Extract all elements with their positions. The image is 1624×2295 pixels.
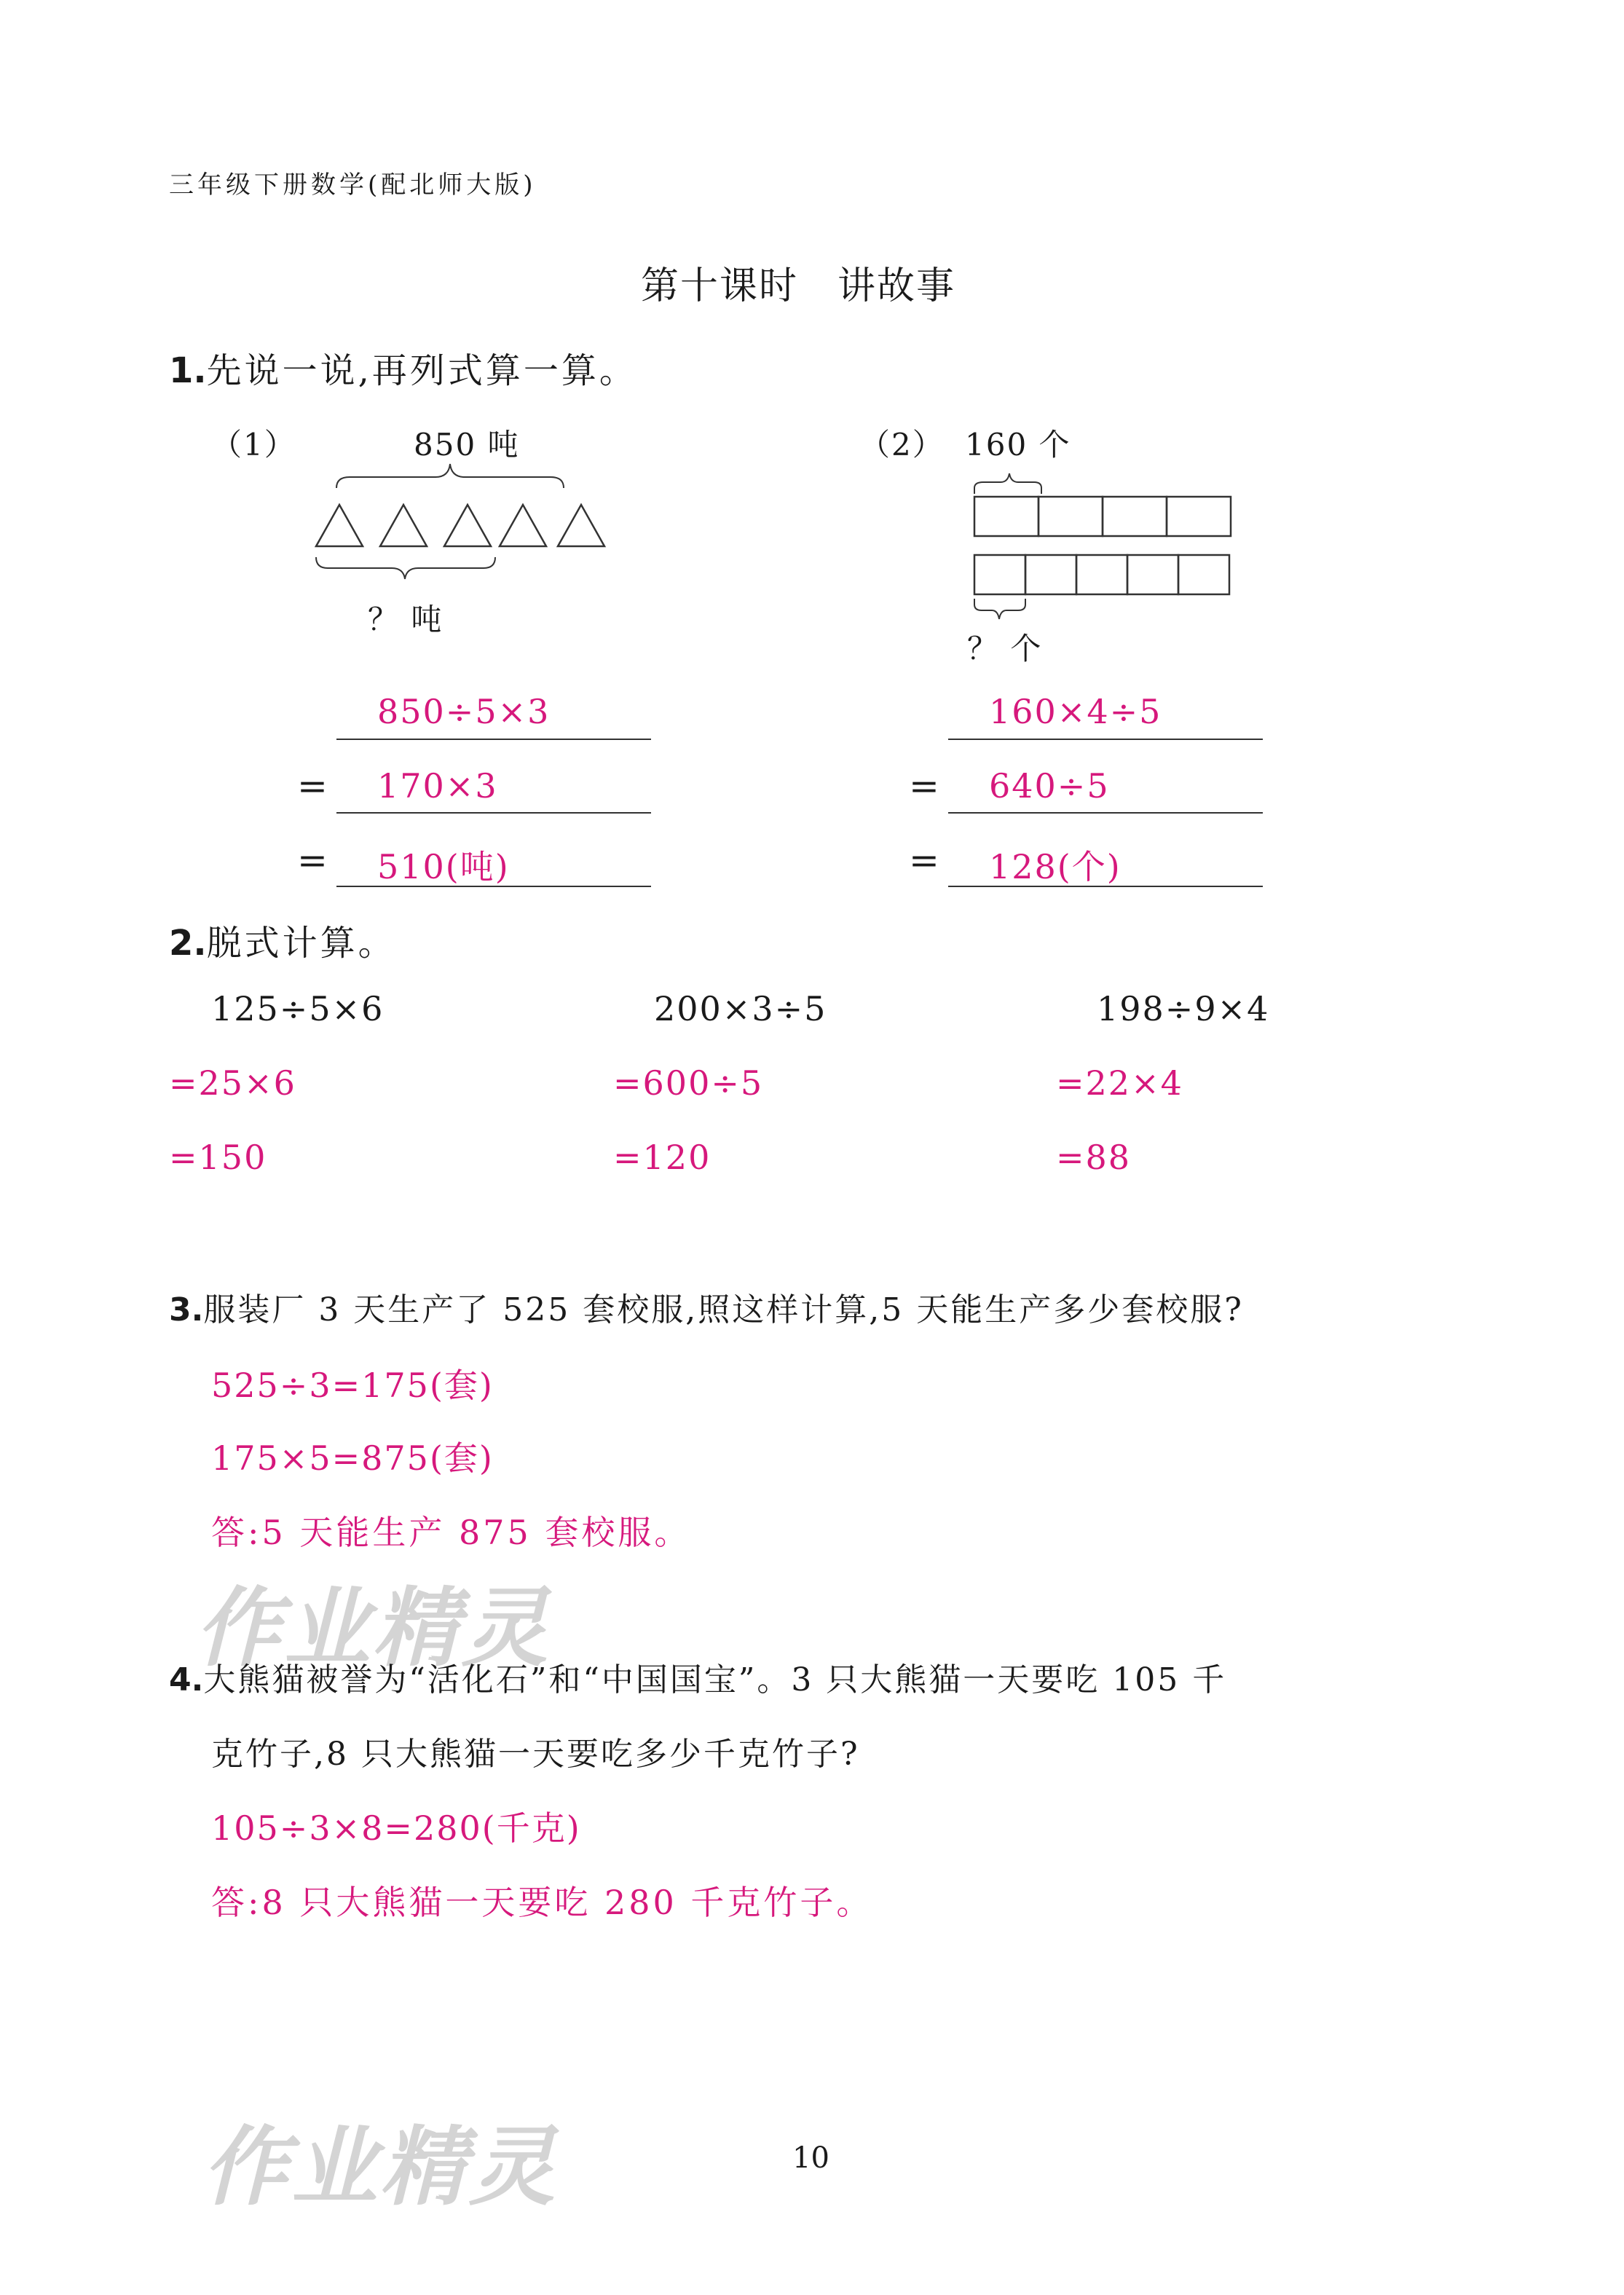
box-diagram (961, 465, 1238, 625)
expression-2-step-2: =120 (613, 1138, 712, 1177)
question-4-text-line-1: 大熊猫被誉为“活化石”和“中国国宝”。3 只大熊猫一天要吃 105 千 (203, 1661, 1227, 1698)
total-brace (336, 464, 564, 488)
part-1-unknown-label: ？ 吨 (368, 602, 444, 637)
watermark-bottom: 作业精灵 (202, 2117, 559, 2217)
question-3 (169, 1283, 1244, 1330)
book-header: 三年级下册数学(配北师大版) (169, 170, 537, 200)
box-top-2 (1038, 497, 1103, 536)
equals-sign: = (297, 765, 328, 807)
question-2-number: 2. (169, 923, 207, 964)
part-2-unknown-label: ？ 个 (967, 631, 1043, 666)
box-bottom-5 (1178, 555, 1229, 594)
answer-line (948, 812, 1263, 814)
question-3-number: 3. (169, 1291, 204, 1328)
box-top-1 (974, 497, 1038, 536)
lesson-title: 第十课时 讲故事 (641, 264, 956, 308)
question-3-text: 服装厂 3 天生产了 525 套校服,照这样计算,5 天能生产多少套校服? (203, 1291, 1244, 1328)
expression-1-step-2: =150 (169, 1138, 267, 1177)
answer-line (948, 886, 1263, 887)
box-top-3 (1103, 497, 1167, 536)
equals-sign: = (909, 765, 939, 807)
question-1 (169, 342, 637, 393)
part-2-label: （2） (859, 427, 945, 462)
question-4-number: 4. (169, 1661, 204, 1698)
part-brace (316, 557, 495, 579)
triangle-5 (558, 505, 604, 546)
answer-line (336, 739, 651, 740)
part-1-line-1: 850÷5×3 (377, 692, 551, 731)
triangle-diagram (306, 455, 612, 601)
question-1-text: 先说一说,再列式算一算。 (206, 350, 637, 391)
part-1-total-label: 850 吨 (414, 427, 520, 462)
question-4-answer-1: 105÷3×8=280(千克) (211, 1808, 581, 1848)
question-2 (169, 915, 396, 965)
triangle-2 (380, 505, 427, 546)
question-4-text-line-2: 克竹子,8 只大熊猫一天要吃多少千克竹子? (211, 1736, 860, 1773)
answer-line (948, 739, 1263, 740)
triangle-4 (500, 505, 546, 546)
triangle-1 (316, 505, 363, 546)
question-4 (169, 1653, 1226, 1700)
part-1-label: （1） (211, 427, 296, 462)
watermark-top: 作业精灵 (195, 1578, 551, 1678)
bottom-brace (974, 599, 1025, 619)
question-3-conclusion: 答:5 天能生产 875 套校服。 (211, 1513, 691, 1552)
expression-3-step-1: =22×4 (1056, 1063, 1183, 1103)
part-2-line-1: 160×4÷5 (989, 692, 1162, 731)
box-top-4 (1167, 497, 1231, 536)
box-bottom-3 (1076, 555, 1127, 594)
box-bottom-4 (1127, 555, 1178, 594)
box-bottom-2 (1025, 555, 1076, 594)
triangle-3 (444, 505, 491, 546)
part-1-line-2: 170×3 (377, 766, 498, 806)
expression-3-step-2: =88 (1056, 1138, 1132, 1177)
answer-line (336, 886, 651, 887)
expression-2: 200×3÷5 (654, 989, 827, 1028)
question-4-conclusion: 答:8 只大熊猫一天要吃 280 千克竹子。 (211, 1883, 873, 1922)
part-2-total-label: 160 个 (965, 427, 1071, 462)
part-2-line-3: 128(个) (989, 847, 1122, 886)
expression-1-step-1: =25×6 (169, 1063, 296, 1103)
question-1-number: 1. (169, 350, 207, 391)
question-3-answer-2: 175×5=875(套) (211, 1438, 494, 1478)
box-bottom-1 (974, 555, 1025, 594)
question-2-text: 脱式计算。 (206, 923, 396, 964)
expression-1: 125÷5×6 (211, 989, 385, 1028)
expression-2-step-1: =600÷5 (613, 1063, 764, 1103)
expression-3: 198÷9×4 (1097, 989, 1270, 1028)
answer-line (336, 812, 651, 814)
part-2-line-2: 640÷5 (989, 766, 1110, 806)
question-3-answer-1: 525÷3=175(套) (211, 1366, 494, 1405)
equals-sign: = (297, 839, 328, 881)
equals-sign: = (909, 839, 939, 881)
part-1-line-3: 510(吨) (377, 847, 510, 886)
top-brace (974, 473, 1041, 494)
page-number: 10 (792, 2141, 829, 2175)
